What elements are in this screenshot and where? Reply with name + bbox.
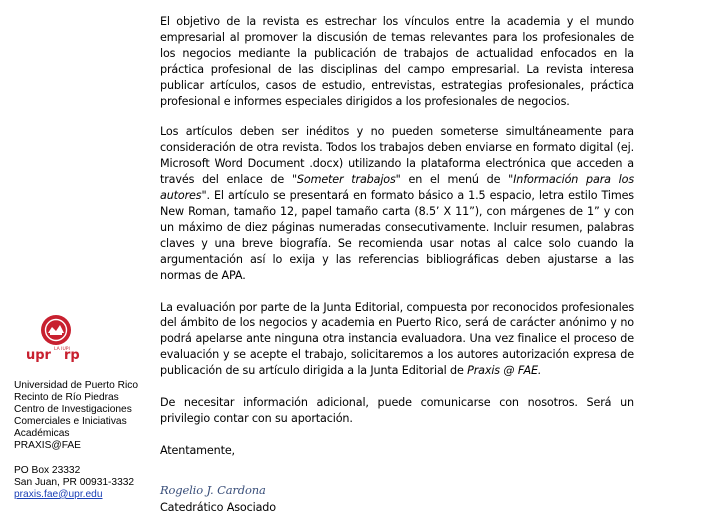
address-line: Universidad de Puerto Rico bbox=[14, 380, 139, 391]
journal-name: Praxis @ FAE. bbox=[467, 364, 542, 378]
email-link[interactable]: praxis.fae@upr.edu bbox=[14, 488, 103, 500]
signature-name: Rogelio J. Cardona bbox=[160, 482, 266, 497]
city-line: San Juan, PR 00931-3332 bbox=[14, 476, 135, 488]
address-line: Comerciales e Iniciativas bbox=[14, 416, 127, 428]
submit-works-reference: "Someter trabajos" bbox=[291, 173, 401, 187]
author-info-reference: "Información para los autores" bbox=[160, 173, 634, 203]
po-box: PO Box 23332 bbox=[14, 464, 81, 476]
submission-text-c: . El artículo se presentará en formato básico a 1.5 espacio, letra estilo Times New Roman, tamaño 12, papel tamaño carta (8.5’ X 11”), con márgenes de 1” y con un máximo de diez páginas numeradas consecutivamente. Incluir resumen, palabras claves y una breve biografía. Se recomienda usar notas al calce solo cuando la argumentación así lo exija y las referencias bibliográficas deben ajustarse a las normas de APA. bbox=[160, 189, 634, 282]
address-line: Centro de Investigaciones bbox=[14, 404, 132, 416]
paragraph-submission bbox=[160, 124, 634, 283]
paragraph-evaluation bbox=[160, 300, 634, 380]
closing-salutation: Atentamente, bbox=[160, 443, 235, 457]
submission-text-a: Los artículos deben ser inéditos y no pueden someterse simultáneamente para consideración de otra revista. Todos los trabajos deben enviarse en formato digital (ej. Microsoft Word Document .docx) utilizando la plataforma electrónica que acceden a través del enlace de bbox=[160, 125, 634, 187]
uprrp-logo bbox=[18, 312, 100, 364]
signature-title: Catedrático Asociado bbox=[160, 500, 276, 514]
seal-icon bbox=[18, 312, 100, 364]
paragraph-objective: El objetivo de la revista es estrechar los vínculos entre la academia y el mundo empresarial al promover la discusión de temas relevantes para los profesionales de los negocios mediante la publicación de trabajos de actualidad enfocados en la práctica profesional de las disciplinas del campo empresarial. La revista interesa publicar artículos, casos de estudio, entrevistas, estrategias profesionales, práctica profesional e informes especiales dirigidos a los profesionales de negocios. bbox=[160, 15, 634, 108]
address-block bbox=[14, 380, 154, 501]
address-line: PRAXIS@FAE bbox=[14, 440, 81, 452]
address-line: Académicas bbox=[14, 428, 70, 440]
evaluation-text: La evaluación por parte de la Junta Editorial, compuesta por reconocidos profesionales del ámbito de los negocios y academia en Puerto Rico, será de carácter anónimo y no podrá apelarse ante ninguna otra instancia evaluadora. Una vez finalice el proceso de evaluación y se acepte el trabajo, solicitaremos a los autores autorización expresa de publicación de su artículo dirigida a la Junta Editorial de bbox=[160, 300, 634, 378]
submission-text-b: en el menú de bbox=[400, 173, 509, 187]
address-gap bbox=[14, 453, 154, 465]
logo-wordmark: upr bbox=[26, 348, 51, 363]
closing-block bbox=[160, 443, 634, 516]
logo-small-text: LA IUPI bbox=[54, 347, 70, 352]
paragraph-contact: De necesitar información adicional, puede comunicarse con nosotros. Será un privilegio contar con su aportación. bbox=[160, 396, 634, 425]
logo-wordmark-2: rp bbox=[64, 348, 80, 363]
address-line: Recinto de Río Piedras bbox=[14, 392, 119, 404]
letter-body bbox=[160, 14, 634, 516]
